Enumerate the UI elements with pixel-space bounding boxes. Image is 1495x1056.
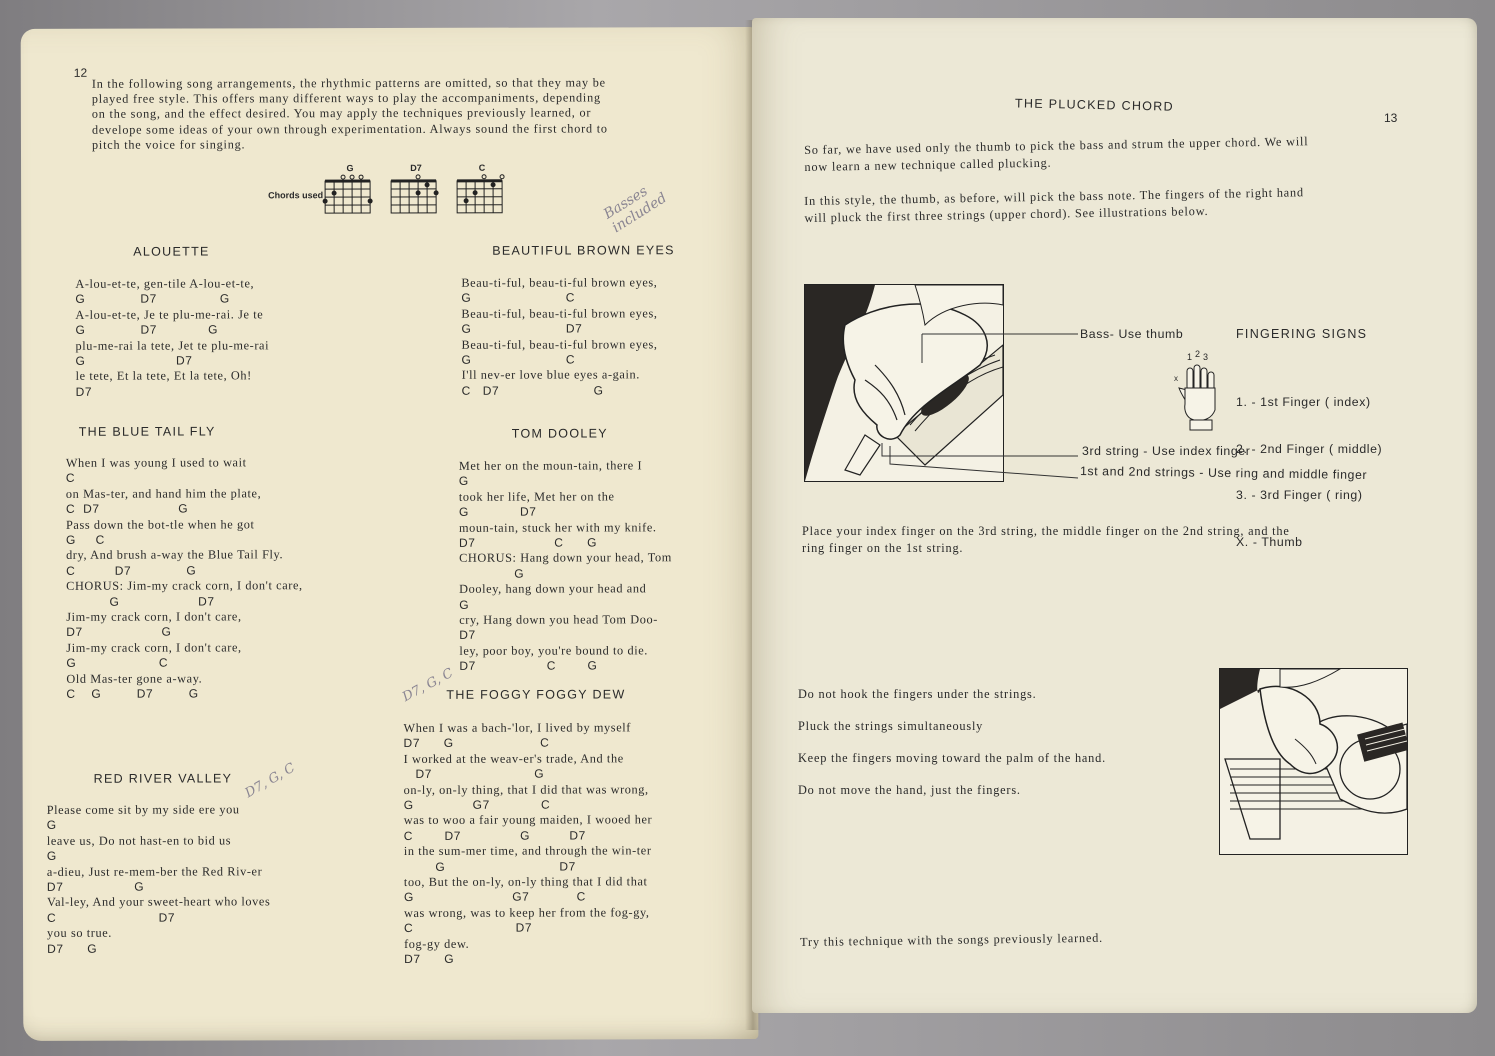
lyric-line: I worked at the weav-er's trade, And the xyxy=(403,751,624,766)
lyric-line: plu-me-rai la tete, Jet te plu-me-rai xyxy=(75,337,270,353)
chord-grid-icon xyxy=(454,173,510,217)
song-blue-tail-fly xyxy=(66,455,303,702)
song-title-brown-eyes: BEAUTIFUL BROWN EYES xyxy=(492,243,675,258)
left-page xyxy=(21,27,759,1041)
fingering-item: 3. - 3rd Finger ( ring) xyxy=(1236,488,1363,502)
lyric-line: When I was young I used to wait xyxy=(65,455,247,470)
chord-line: G D7 xyxy=(461,321,583,337)
chord-line: C xyxy=(65,471,76,486)
chord-line: C D7 G D7 xyxy=(403,828,586,843)
tip-item: Do not move the hand, just the fingers. xyxy=(798,783,1021,797)
lyric-line: dry, And brush a-way the Blue Tail Fly. xyxy=(66,547,284,563)
lyric-line: leave us, Do not hast-en to bid us xyxy=(46,833,232,848)
fingering-item: X. - Thumb xyxy=(1236,534,1303,549)
chord-line: G xyxy=(458,474,469,489)
lyric-line: Val-ley, And your sweet-heart who loves xyxy=(46,894,271,910)
chord-line: G D7 xyxy=(66,594,215,609)
song-brown-eyes xyxy=(461,275,657,399)
chord-name: G xyxy=(346,163,354,174)
chord-line: G xyxy=(46,849,57,864)
fingering-signs-title: FINGERING SIGNS xyxy=(1236,327,1368,341)
lyric-line: too, But the on-ly, on-ly thing that I did that xyxy=(403,874,648,890)
intro-line: In the following song arrangements, the rhythmic patterns are omitted, so that they may be xyxy=(91,75,606,91)
chord-name: D7 xyxy=(410,162,422,173)
text-line: will pluck the first three strings (upper chord). See illustrations below. xyxy=(804,203,1209,225)
text-line: ring finger on the 1st string. xyxy=(802,541,964,555)
lyric-line: I'll nev-er love blue eyes a-gain. xyxy=(461,367,640,383)
chord-line: C D7 xyxy=(404,920,533,936)
lyric-line: cry, Hang down you head Tom Doo- xyxy=(459,612,658,627)
chord-line: D7 G xyxy=(403,766,545,782)
paragraph-intro xyxy=(804,131,1415,176)
page-title: THE PLUCKED CHORD xyxy=(1014,96,1175,114)
intro-line: pitch the voice for singing. xyxy=(91,137,246,152)
lyric-line: Met her on the moun-tain, there I xyxy=(458,458,643,473)
pencil-note-basses: Basses included xyxy=(601,183,670,237)
text-line: So far, we have used only the thumb to pick the bass and strum the upper chord. We will xyxy=(804,134,1309,157)
song-foggy-dew xyxy=(403,720,652,967)
lyric-line: Dooley, hang down your head and xyxy=(459,581,647,597)
lyric-line: Beau-ti-ful, beau-ti-ful brown eyes, xyxy=(461,275,658,290)
tips-list xyxy=(798,686,1218,799)
chord-line: G D7 xyxy=(75,353,193,368)
lyric-line: Pass down the bot-tle when he got xyxy=(65,516,255,532)
chord-line: G C xyxy=(461,290,576,306)
lyric-line: in the sum-mer time, and through the win-ter xyxy=(403,843,652,859)
lyric-line: you so true. xyxy=(47,925,112,941)
chord-line: C D7 G xyxy=(66,563,197,578)
chord-line: C D7 G xyxy=(461,383,604,398)
pencil-note-red-river: D7, G, C xyxy=(242,760,298,802)
hand-icon xyxy=(1174,360,1224,440)
lyric-line: on Mas-ter, and hand him the plate, xyxy=(65,486,262,501)
chord-line: G C xyxy=(66,655,169,671)
chord-diagram-c xyxy=(454,163,510,222)
song-title-red-river-valley: RED RIVER VALLEY xyxy=(93,771,233,786)
right-page xyxy=(752,18,1477,1013)
chord-line: D7 G xyxy=(46,879,145,894)
fingering-item: 1. - 1st Finger ( index) xyxy=(1236,395,1371,409)
chords-used-block xyxy=(268,163,518,224)
chord-line: G G7 C xyxy=(403,797,551,812)
intro-line: on the song, and the effect desired. You may apply the techniques previously learned, or xyxy=(91,105,592,122)
chord-line: D7 C G xyxy=(459,535,598,550)
chord-line: D7 G C xyxy=(403,735,550,751)
lyric-line: Please come sit by my side ere you xyxy=(46,802,240,817)
chord-line: D7 xyxy=(75,384,93,399)
song-title-foggy-dew: THE FOGGY FOGGY DEW xyxy=(446,687,626,702)
lyric-line: Beau-ti-ful, beau-ti-ful brown eyes, xyxy=(461,336,658,352)
chord-line: G G7 C xyxy=(403,889,586,905)
song-title-tom-dooley: TOM DOOLEY xyxy=(511,426,608,441)
chord-line: C D7 xyxy=(46,910,176,925)
tip-item: Keep the fingers moving toward the palm of the hand. xyxy=(798,751,1106,765)
chord-line: G D7 xyxy=(403,859,576,874)
chord-diagrams xyxy=(322,163,516,223)
chord-line: D7 G xyxy=(404,951,455,967)
finger-number: x xyxy=(1174,374,1178,383)
lyric-line: Beau-ti-ful, beau-ti-ful brown eyes, xyxy=(461,306,658,321)
chord-line: G D7 xyxy=(458,504,537,520)
lyric-line: le tete, Et la tete, Et la tete, Oh! xyxy=(75,368,252,384)
lyric-line: A-lou-et-te, Je te plu-me-rai. Je te xyxy=(75,307,264,322)
page-number-left: 12 xyxy=(73,65,88,80)
finger-number: 3 xyxy=(1203,352,1209,362)
chord-line: G xyxy=(459,566,525,581)
callout-first-second-strings: 1st and 2nd strings - Use ring and middle finger xyxy=(1079,463,1368,483)
chord-line: G C xyxy=(461,352,576,367)
paragraph-style xyxy=(804,182,1415,227)
lyric-line: CHORUS: Jim-my crack corn, I don't care, xyxy=(66,578,303,594)
text-line: Place your index finger on the 3rd string, the middle finger on the 2nd string, and the xyxy=(802,524,1290,538)
intro-paragraph xyxy=(92,75,732,153)
chord-line: G xyxy=(46,818,57,833)
chord-diagram-d7 xyxy=(388,163,444,222)
chord-name: C xyxy=(478,162,486,173)
guitar-hand-icon xyxy=(1220,669,1407,854)
intro-line: played free style. This offers many different ways to play the accompaniments, depending xyxy=(91,90,601,106)
chord-line: D7 xyxy=(459,628,476,643)
tip-item: Do not hook the fingers under the strings. xyxy=(798,687,1037,701)
lyric-line: Old Mas-ter gone a-way. xyxy=(66,671,203,686)
lyric-line: Jim-my crack corn, I don't care, xyxy=(66,640,242,655)
chord-diagram-g xyxy=(322,163,378,222)
chord-line: G D7 G xyxy=(75,322,219,338)
text-line: In this style, the thumb, as before, will pick the bass note. The fingers of the right hand xyxy=(804,185,1304,208)
chord-line: G C xyxy=(65,532,105,547)
chord-line: C D7 G xyxy=(65,501,189,517)
lyric-line: on-ly, on-ly thing, that I did that was wrong, xyxy=(403,781,649,797)
text-line: now learn a new technique called plucking. xyxy=(804,155,1052,174)
chord-grid-icon xyxy=(388,173,444,217)
chord-line: G D7 G xyxy=(75,291,230,307)
lyric-line: took her life, Met her on the xyxy=(458,489,615,504)
callout-lines xyxy=(862,318,1082,498)
lyric-line: moun-tain, stuck her with my knife. xyxy=(458,519,657,535)
chord-line: C G D7 G xyxy=(66,686,199,701)
lyric-line: CHORUS: Hang down your head, Tom xyxy=(459,550,672,566)
hand-diagram xyxy=(1174,349,1224,442)
callout-bass: Bass- Use thumb xyxy=(1080,327,1184,341)
song-alouette xyxy=(75,276,269,400)
closing-line: Try this technique with the songs previously learned. xyxy=(800,930,1104,949)
song-tom-dooley xyxy=(459,458,672,674)
song-red-river-valley xyxy=(47,802,271,957)
callout-third-string: 3rd string - Use index finger xyxy=(1082,444,1251,458)
finger-number: 2 xyxy=(1195,349,1201,359)
intro-line: develope some ideas of your own through experimentation. Always sound the first chord to xyxy=(91,121,608,137)
lyric-line: fog-gy dew. xyxy=(404,936,470,951)
chord-line: G xyxy=(459,597,470,612)
fingering-item: 2. - 2nd Finger ( middle) xyxy=(1236,441,1383,456)
pencil-note-foggy: D7, G, C xyxy=(400,665,456,706)
guitar-hand-illustration xyxy=(1219,668,1408,855)
lyric-line: A-lou-et-te, gen-tile A-lou-et-te, xyxy=(75,276,255,291)
song-title-alouette: ALOUETTE xyxy=(133,244,210,259)
finger-number: 1 xyxy=(1187,352,1193,362)
chord-grid-icon xyxy=(322,173,378,217)
chord-line: D7 C G xyxy=(459,658,598,674)
chord-line: D7 G xyxy=(66,625,172,640)
paragraph-placement xyxy=(802,523,1442,557)
chords-used-label: Chords used xyxy=(268,190,324,201)
song-title-blue-tail-fly: THE BLUE TAIL FLY xyxy=(78,424,216,439)
lyric-line: Jim-my crack corn, I don't care, xyxy=(66,609,242,624)
tip-item: Pluck the strings simultaneously xyxy=(798,719,984,733)
lyric-line: When I was a bach-'lor, I lived by myself xyxy=(403,720,631,735)
lyric-line: was wrong, was to keep her from the fog-gy, xyxy=(403,905,650,920)
lyric-line: was to woo a fair young maiden, I wooed her xyxy=(403,812,653,828)
chord-line: D7 G xyxy=(47,941,98,956)
lyric-line: a-dieu, Just re-mem-ber the Red Riv-er xyxy=(46,863,263,879)
lyric-line: ley, poor boy, you're bound to die. xyxy=(459,643,648,658)
page-number-right: 13 xyxy=(1384,111,1398,125)
